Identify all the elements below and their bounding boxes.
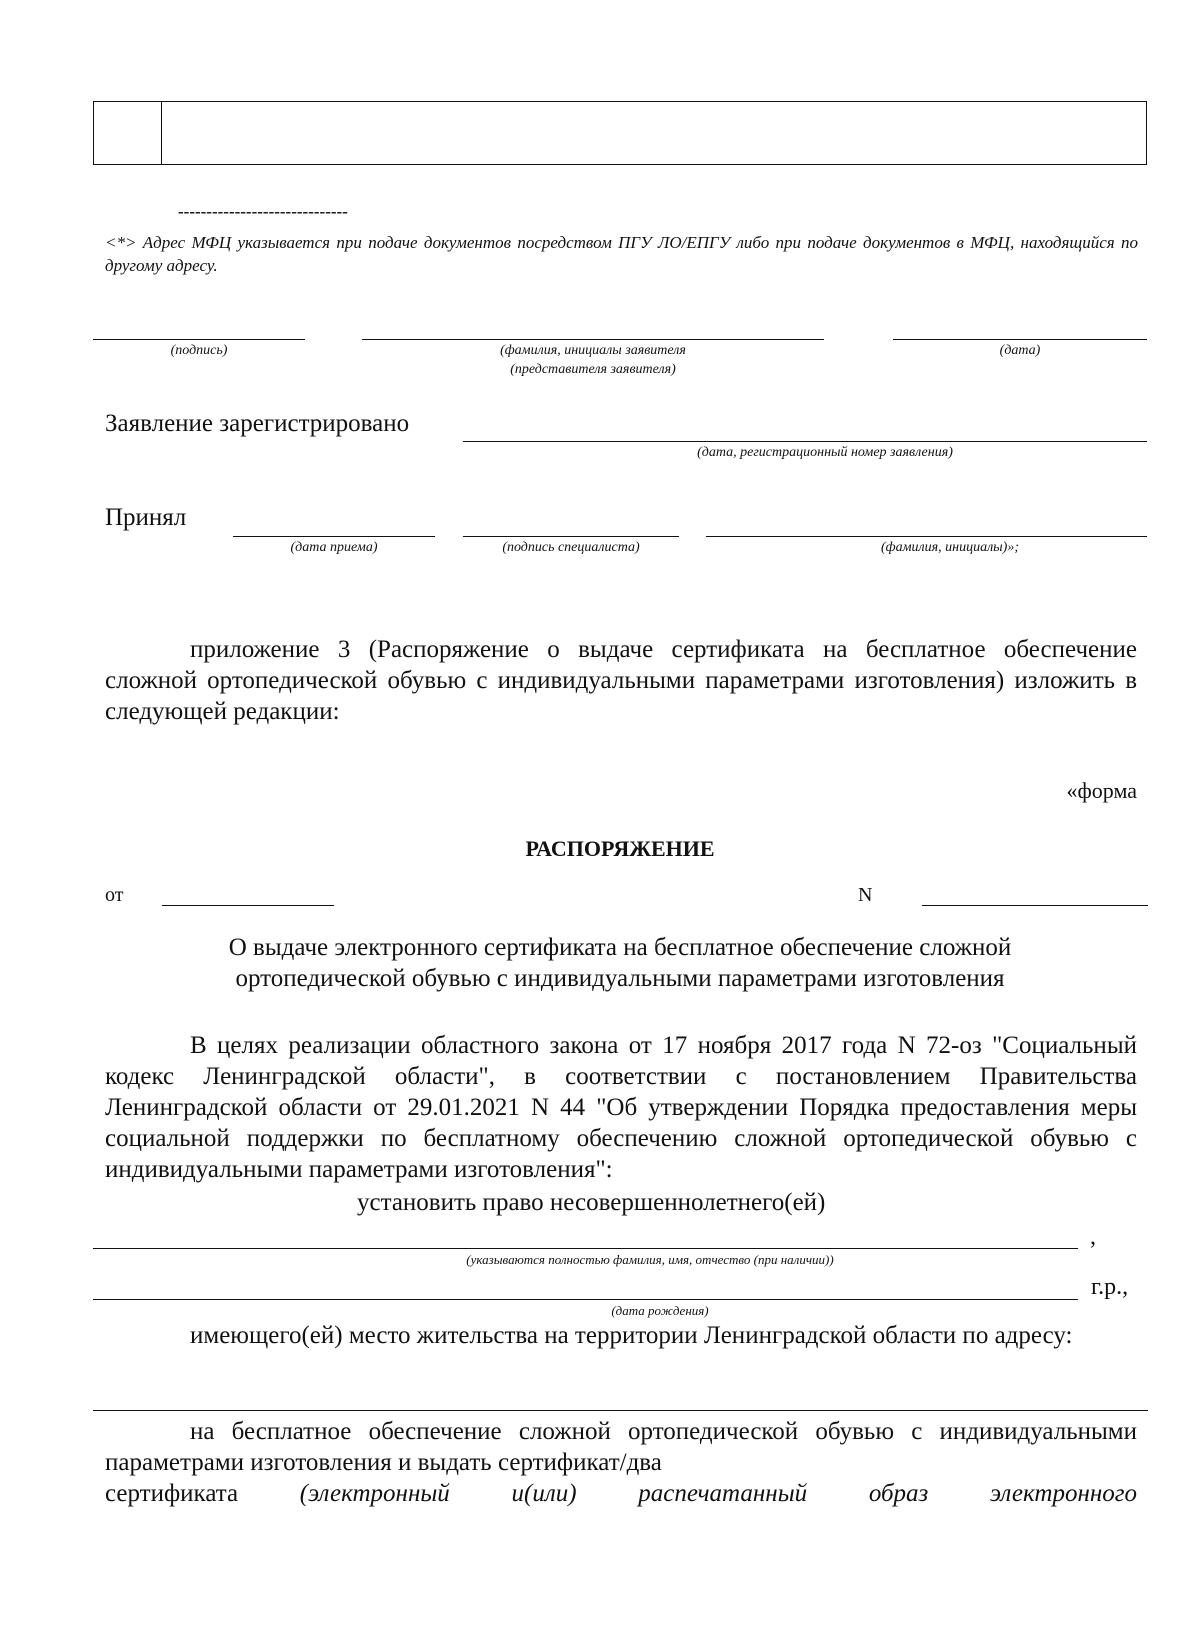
applicant-name-caption-line2: (представителя заявителя) [510, 362, 676, 377]
residence-paragraph [105, 1320, 1137, 1351]
date-line [893, 339, 1147, 340]
final-paragraph [105, 1416, 1137, 1509]
year-suffix: г.р., [1091, 1274, 1129, 1300]
specialist-name-caption: (фамилия, инициалы)»; [880, 540, 1019, 555]
number-label: N [858, 884, 873, 906]
birth-date-caption: (дата рождения) [611, 1303, 709, 1318]
signature-line [93, 339, 305, 340]
acceptance-date-line [233, 536, 435, 537]
residence-text: имеющего(ей) место жительства на территории Ленинградской области по адресу: [190, 1322, 1073, 1349]
date-caption: (дата) [999, 343, 1041, 358]
birth-date-line [93, 1299, 1078, 1300]
certificate-word: сертификата [105, 1480, 239, 1507]
registration-label: Заявление зарегистрировано [105, 410, 410, 437]
registration-caption: (дата, регистрационный номер заявления) [697, 445, 953, 460]
address-line [93, 1410, 1148, 1411]
order-preamble [105, 1030, 1137, 1185]
order-subject-line2: ортопедической обувью с индивидуальными параметрами изготовления [235, 965, 1005, 992]
establish-text: установить право несовершеннолетнего(ей) [357, 1189, 826, 1216]
signature-caption: (подпись) [170, 343, 228, 358]
from-label: от [105, 884, 124, 906]
certificate-type-note: (электронный и(или) распечатанный образ электронного [299, 1480, 1138, 1507]
fio-caption: (указываются полностью фамилия, имя, отчество (при наличии)) [466, 1252, 834, 1267]
order-date-line [162, 905, 334, 906]
footnote-separator: ------------------------------ [178, 202, 348, 221]
preamble-text: В целях реализации областного закона от 17 ноября 2017 года N 72-оз "Социальный кодекс Ленинградской области", в соответствии с постановлением Правительства Ленинградской области от 29.01.2021 N 44 "Об утверждении Порядка предоставления меры социальной поддержки по бесплатному обеспечению сложной ортопедической обувью с индивидуальными параметрами изготовления": [105, 1032, 1137, 1183]
appendix-text: приложение 3 (Распоряжение о выдаче сертификата на бесплатное обеспечение сложной ортопедической обувью с индивидуальными параметрами изготовления) изложить в следующей редакции: [105, 636, 1137, 725]
fio-comma: , [1090, 1224, 1096, 1250]
order-subject-line1: О выдаче электронного сертификата на бесплатное обеспечение сложной [228, 934, 1012, 961]
appendix-paragraph [105, 634, 1137, 727]
footnote-text: <*> Адрес МФЦ указывается при подаче документов посредством ПГУ ЛО/ЕПГУ либо при подаче документов в МФЦ, находящийся по другому адресу. [105, 233, 1138, 275]
applicant-name-caption-line1: (фамилия, инициалы заявителя [500, 343, 686, 358]
final-text-line2 [105, 1478, 1137, 1509]
form-label: «форма [1066, 778, 1137, 803]
applicant-name-line [362, 339, 824, 340]
acceptance-date-caption: (дата приема) [290, 540, 378, 555]
final-text-line1: на бесплатное обеспечение сложной ортопедической обувью с индивидуальными параметрами изготовления и выдать сертификат/два [105, 1418, 1137, 1476]
registration-line [463, 441, 1147, 442]
specialist-signature-caption: (подпись специалиста) [502, 540, 640, 555]
specialist-name-line [706, 536, 1147, 537]
specialist-signature-line [463, 536, 679, 537]
accepted-label: Принял [105, 504, 187, 531]
fio-line [93, 1248, 1078, 1249]
table-cell-divider [161, 102, 162, 164]
order-title: РАСПОРЯЖЕНИЕ [525, 836, 715, 861]
order-number-line [922, 905, 1148, 906]
top-table [93, 101, 1147, 165]
